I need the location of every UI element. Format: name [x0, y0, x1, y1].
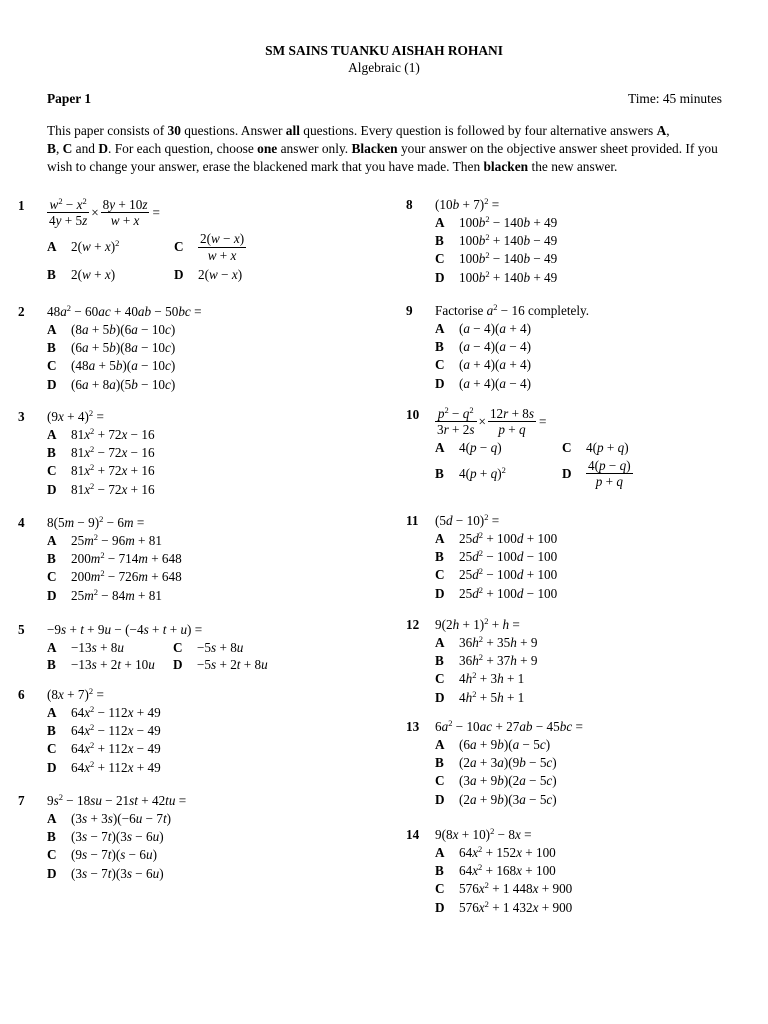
option-d: D (a + 4)(a − 4)	[435, 375, 532, 391]
option-a: A $100b^2 - 140b + 49$	[435, 214, 558, 230]
question-text: $\frac{p^2 - q^2}{3r + 2s}$ × $\frac{12r + 8s}{p + q}$ =	[437, 405, 547, 438]
school-name: SM SAINS TUANKU AISHAH ROHANI	[265, 43, 503, 58]
option-b: B $200m^2 - 714m + 648$	[47, 550, 182, 567]
question-number: 10	[406, 407, 420, 422]
option-d: D $64x^2 + 112x + 49$	[47, 758, 161, 775]
option-c: C $200m^2 - 726m + 648$	[47, 568, 182, 585]
option-a: A (3s + 3s)(−6u − 7t)	[47, 811, 172, 826]
question-6	[18, 686, 388, 792]
question-text: $8(5m - 9)^2 - 6m$ =	[47, 514, 145, 530]
question-text: $(10b + 7)^2$ =	[435, 196, 500, 212]
question-2	[18, 303, 388, 408]
option-row: B 2(w + x) D 2(w − x)	[47, 266, 243, 282]
option-a: A (8a + 5b)(6a − 10c)	[47, 322, 176, 337]
option-c: C (a + 4)(a + 4)	[435, 357, 532, 373]
option-row: A 4(p − q) C 4(p + q)	[435, 440, 629, 456]
option-letter: C	[174, 239, 184, 255]
option-c: C $64x^2 + 112x - 49$	[47, 740, 161, 757]
question-text: $\frac{w^2 - x^2}{4y + 5z}$ × $\frac{8y + 10z}{w + x}$ =	[49, 196, 160, 229]
question-text: $(5d - 10)^2$ =	[435, 512, 500, 528]
question-number: 12	[406, 617, 420, 632]
question-10	[406, 406, 746, 512]
option-b: B $100b^2 + 140b - 49$	[435, 232, 558, 249]
question-number: 5	[18, 622, 25, 637]
option-d: D $100b^2 + 140b + 49$	[435, 268, 558, 285]
question-number: 1	[18, 198, 25, 213]
question-1	[18, 197, 388, 303]
question-12	[406, 616, 746, 718]
option-d: D $25d^2 + 100d - 100$	[435, 584, 558, 601]
question-number: 6	[18, 687, 25, 702]
option-a: A $25m^2 - 96m + 81$	[47, 532, 162, 548]
option-d: D (2a + 9b)(3a − 5c)	[435, 791, 557, 807]
option-b: B (3s − 7t)(3s − 6u)	[47, 829, 164, 845]
question-11	[406, 512, 746, 616]
question-text: $48a^2 - 60ac + 40ab - 50bc$ =	[47, 303, 202, 319]
option-letter: A	[47, 239, 57, 255]
question-4	[18, 514, 388, 621]
question-text: $9s^2 - 18su - 21st + 42tu$ =	[47, 792, 187, 808]
question-text: $9(8x + 10)^2 - 8x$ =	[435, 826, 532, 842]
question-number: 3	[18, 409, 25, 424]
question-number: 4	[18, 515, 25, 530]
paper-label: Paper 1	[47, 91, 92, 106]
option-a: A $36h^2 + 35h + 9$	[435, 634, 538, 650]
option-a: A (a − 4)(a + 4)	[435, 321, 532, 336]
option-c: C (3a + 9b)(2a − 5c)	[435, 773, 557, 789]
option-c: C (9s − 7t)(s − 6u)	[47, 847, 157, 863]
option-b: B $81x^2 - 72x - 16$	[47, 444, 155, 461]
question-number: 9	[406, 303, 413, 318]
option-b: B $36h^2 + 37h + 9$	[435, 652, 538, 669]
option-a: A $81x^2 + 72x - 16$	[47, 426, 155, 442]
option-c: C $81x^2 + 72x + 16$	[47, 462, 155, 479]
option-b: B (a − 4)(a − 4)	[435, 339, 532, 355]
question-7	[18, 792, 388, 883]
question-text: Factorise $a^2 - 16$ completely.	[435, 302, 590, 318]
question-3	[18, 408, 388, 514]
question-text: $(9x + 4)^2$ =	[47, 408, 104, 424]
right-column	[406, 196, 746, 917]
question-number: 7	[18, 793, 25, 808]
question-number: 14	[406, 827, 420, 842]
option-row: B $4(p + q)^2$ D $\frac{4(p - q)}{p + q}$	[435, 457, 631, 489]
option-a: A $25d^2 + 100d + 100$	[435, 530, 558, 546]
question-number: 8	[406, 197, 413, 212]
option-row: A $2(w + x)^2$ C $\frac{2(w - x)}{w + x}$	[47, 231, 245, 263]
option-a: A $64x^2 - 112x + 49$	[47, 704, 161, 720]
option-b: B $64x^2 - 112x - 49$	[47, 722, 161, 739]
paper-subtitle: Algebraic (1)	[348, 60, 420, 75]
time-limit: Time: 45 minutes	[628, 91, 722, 106]
option-b: B $25d^2 - 100d - 100$	[435, 548, 558, 565]
question-5	[18, 621, 388, 686]
question-text: −9s + t + 9u − (−4s + t + u) =	[47, 622, 203, 637]
question-text: $(8x + 7)^2$ =	[47, 686, 104, 702]
option-letter: B	[47, 266, 56, 282]
instructions: This paper consists of 30 questions. Answer all questions. Every question is followed by four alternative answers A, B, C and D. For each question, choose one answer only. Blacken your answer on the objective answer sheet provided. If you wish to change your answer, erase the blackened mark that you have made. Then blacken the new answer.	[47, 123, 718, 174]
option-d: D $81x^2 - 72x + 16$	[47, 480, 155, 497]
option-a: A (6a + 9b)(a − 5c)	[435, 737, 551, 752]
question-9	[406, 302, 746, 406]
option-d: D $576x^2 + 1$ 432x + 900	[435, 898, 573, 915]
option-letter: D	[174, 266, 184, 282]
left-column	[18, 196, 388, 883]
option-d: D $25m^2 - 84m + 81$	[47, 586, 162, 603]
option-c: C $100b^2 - 140b - 49$	[435, 250, 558, 267]
option-c: C (48a + 5b)(a − 10c)	[47, 358, 176, 374]
question-text: $6a^2 - 10ac + 27ab - 45bc$ =	[435, 718, 583, 734]
option-b: B $64x^2 + 168x + 100$	[435, 862, 556, 879]
question-number: 2	[18, 304, 25, 319]
option-b: B (2a + 3a)(9b − 5c)	[435, 755, 557, 771]
question-13	[406, 718, 746, 826]
option-c: C $4h^2 + 3h + 1$	[435, 670, 525, 687]
question-number: 11	[406, 513, 419, 528]
option-row: B −13s + 2t + 10u D −5s + 2t + 8u	[47, 657, 268, 673]
option-c: C $25d^2 - 100d + 100$	[435, 566, 558, 583]
option-a: A $64x^2 + 152x + 100$	[435, 844, 556, 860]
question-number: 13	[406, 719, 420, 734]
option-d: D $4h^2 + 5h + 1$	[435, 688, 525, 705]
option-c: C $576x^2 + 1$ 448x + 900	[435, 880, 573, 897]
question-14	[406, 826, 746, 917]
question-8	[406, 196, 746, 302]
option-d: D (6a + 8a)(5b − 10c)	[47, 376, 176, 392]
option-b: B (6a + 5b)(8a − 10c)	[47, 340, 176, 356]
option-d: D (3s − 7t)(3s − 6u)	[47, 865, 164, 881]
question-text: $9(2h + 1)^2 + h$ =	[435, 616, 520, 632]
option-row: A −13s + 8u C −5s + 8u	[47, 640, 244, 655]
